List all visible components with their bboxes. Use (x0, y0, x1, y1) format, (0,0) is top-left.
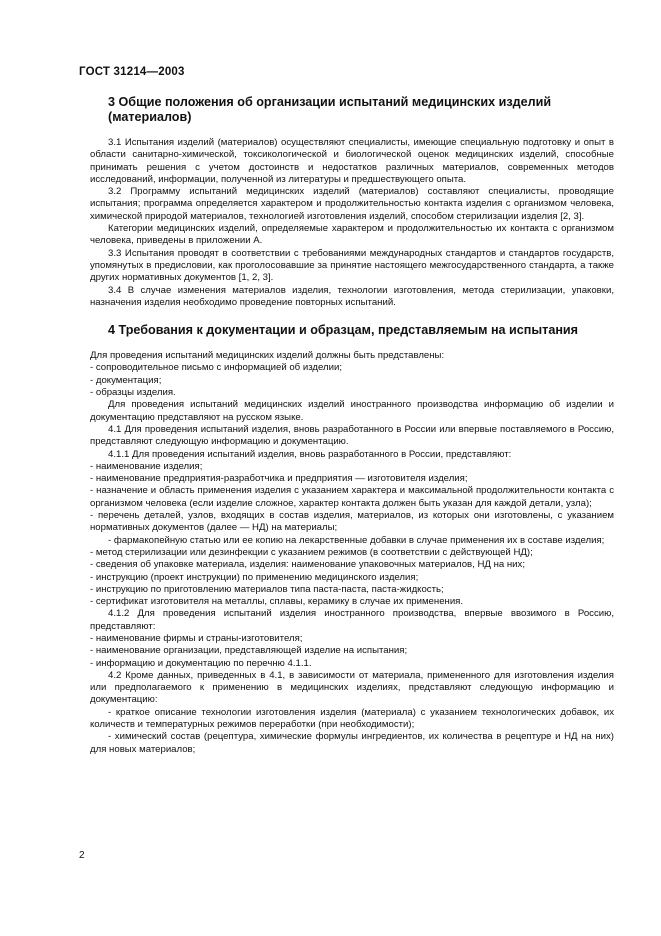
paragraph: 4.1.1 Для проведения испытаний изделия, вновь разработанного в России, представляют: (108, 448, 512, 460)
list-item: - химический состав (рецептура, химические формулы ингредиентов, их количества в рецептуре и НД на них) для новых материалов; (90, 731, 614, 755)
list-item: - документация; (90, 374, 162, 386)
section-4-content (90, 350, 614, 756)
list-item: - наименование организации, представляющей изделие на испытания; (90, 645, 408, 657)
list-item: - наименование изделия; (90, 460, 203, 472)
paragraph: 3.2 Программу испытаний медицинских изделий (материалов) составляют специалисты, проводящие испытания; программа определяется характером и продолжительностью контакта изделия с организмом человека, химической природой материалов, технологией изготовления изделий, способом стерилизации изделия [2, 3]. (90, 186, 614, 222)
paragraph: 4.1.2 Для проведения испытаний изделия иностранного производства, впервые ввозимого в Россию, представляют: (90, 608, 614, 632)
section-4-heading: 4 Требования к документации и образцам, представляемым на испытания (108, 323, 579, 338)
list-item: - метод стерилизации или дезинфекции с указанием режимов (в соответствии с действующей НД); (90, 546, 533, 558)
document-body (90, 86, 614, 756)
paragraph: 3.3 Испытания проводят в соответствии с требованиями международных стандартов и стандартов государств, упомянутых в предисловии, как проголосовавшие за принятие настоящего межгосударственного стандарта, а также других нормативных документов [1, 2, 3]. (90, 247, 614, 284)
list-item: - фармакопейную статью или ее копию на лекарственные добавки в случае применения их в составе изделия; (108, 534, 605, 546)
list-item: - образцы изделия. (90, 387, 176, 399)
paragraph: Категории медицинских изделий, определяемые характером и продолжительностью их контакта с организмом человека, приведены в приложении А. (90, 223, 614, 247)
section-3-content (90, 137, 614, 309)
paragraph: Для проведения испытаний медицинских изделий иностранного производства информацию об изделии и документацию представляют на русском языке. (90, 399, 614, 423)
list-item: - сертификат изготовителя на металлы, сплавы, керамику в случае их применения. (90, 596, 464, 608)
paragraph: 4.1 Для проведения испытаний изделия, вновь разработанного в России или впервые поставляемого в Россию, представляют следующую информацию и документацию. (90, 423, 614, 448)
list-item: - назначение и область применения изделия с указанием характера и максимальной продолжительности контакта с организмом человека (если изделие сложное, характер контакта должен быть указан для каждой детали, узла); (90, 485, 614, 509)
page-number: 2 (79, 850, 85, 861)
list-item: - информацию и документацию по перечню 4.1.1. (90, 657, 312, 669)
paragraph: 3.1 Испытания изделий (материалов) осуществляют специалисты, имеющие специальную подготовку и опыт в области санитарно-химической, токсикологической и биологической оценок медицинских изделий, способные принимать решения с учетом достоинств и недостатков различных материалов, современных методов исследований, информации, полученной из литературы и предшествующего опыта. (90, 137, 614, 185)
list-item: - инструкцию (проект инструкции) по применению медицинского изделия; (90, 571, 419, 583)
section-3-heading: 3 Общие положения об организации испытаний медицинских изделий (материалов) (108, 95, 552, 124)
list-item: - краткое описание технологии изготовления изделия (материала) с указанием технологических добавок, их количеств и температурных режимов переработки (при необходимости); (90, 706, 614, 731)
list-item: - сопроводительное письмо с информацией об изделии; (90, 362, 342, 374)
paragraph: 3.4 В случае изменения материалов изделия, технологии изготовления, метода стерилизации, упаковки, назначения изделия необходимо проведение повторных испытаний. (90, 284, 614, 308)
document-header: ГОСТ 31214—2003 (79, 66, 185, 78)
paragraph: 4.2 Кроме данных, приведенных в 4.1, в зависимости от материала, примененного для изготовления изделия или предполагаемого к применению в медицинских изделиях, представляют следующую информацию и документацию: (90, 669, 614, 706)
paragraph: Для проведения испытаний медицинских изделий должны быть представлены: (90, 350, 445, 362)
list-item: - сведения об упаковке материала, изделия: наименование упаковочных материалов, НД на них; (90, 559, 525, 571)
list-item: - наименование предприятия-разработчика и предприятия — изготовителя изделия; (90, 473, 468, 485)
list-item: - инструкцию по приготовлению материалов типа паста-паста, паста-жидкость; (90, 583, 444, 595)
list-item: - перечень деталей, узлов, входящих в состав изделия, материалов, из которых они изготовлены, с указанием нормативных документов (далее — НД) на материалы; (90, 510, 614, 534)
list-item: - наименование фирмы и страны-изготовителя; (90, 632, 303, 644)
